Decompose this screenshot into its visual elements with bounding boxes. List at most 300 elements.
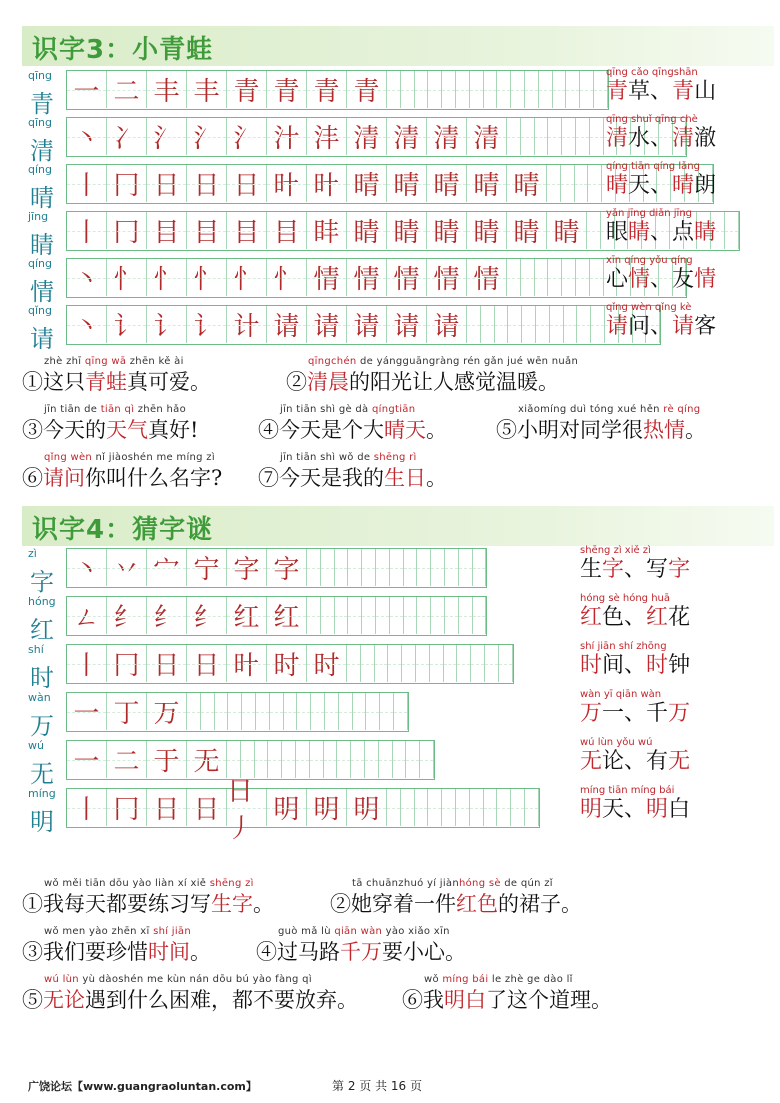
empty-cell[interactable] <box>539 71 553 108</box>
pinyin-highlight: shí jiān <box>153 926 191 937</box>
word-examples <box>580 736 690 775</box>
word-line: 时间、时钟 <box>580 653 691 678</box>
empty-cell[interactable] <box>442 789 456 826</box>
word2-part-a: 点 <box>672 220 695 245</box>
stroke-cell: 丨 <box>67 789 107 826</box>
text-highlight: 明白 <box>444 988 486 1012</box>
word-pinyin-line <box>606 66 716 79</box>
section3-title: 识字3：小青蛙 <box>32 35 214 65</box>
text-pre: ⑥ <box>22 466 43 490</box>
sentence-pinyin <box>496 404 706 417</box>
text-pre: ② <box>286 370 307 394</box>
word1-part-b: 睛 <box>628 220 651 245</box>
stroke-cell: 日 <box>147 165 187 202</box>
text-post: 你叫什么名字? <box>85 466 223 490</box>
model-char: 青 <box>30 90 54 118</box>
word-pinyin-line <box>580 736 690 749</box>
empty-cell[interactable] <box>375 645 389 682</box>
text-post: 。 <box>426 418 447 442</box>
char-row <box>24 161 780 212</box>
empty-cell[interactable] <box>445 597 459 634</box>
empty-cell[interactable] <box>380 693 394 730</box>
empty-cell[interactable] <box>561 165 575 202</box>
word2-part-b: 钟 <box>668 653 691 678</box>
word2-part-b: 字 <box>668 557 691 582</box>
empty-cell[interactable] <box>379 741 393 778</box>
empty-cell[interactable] <box>445 549 459 586</box>
text-highlight: 清晨 <box>307 370 349 394</box>
stroke-cell: 忄 <box>147 259 187 296</box>
stroke-cell: 请 <box>347 306 387 343</box>
stroke-cell: 清 <box>347 118 387 155</box>
word2-part-b: 情 <box>694 267 717 292</box>
empty-cell[interactable] <box>497 789 511 826</box>
model-char: 清 <box>30 137 54 165</box>
empty-cell[interactable] <box>535 118 549 155</box>
stroke-cell: 目 <box>147 212 187 249</box>
pinyin-highlight: qíngtiān <box>371 404 416 415</box>
word2-pinyin: xiě zì <box>624 545 651 556</box>
empty-cell[interactable] <box>456 71 470 108</box>
empty-cell[interactable] <box>430 645 444 682</box>
empty-cell[interactable] <box>497 71 511 108</box>
practice-grid <box>66 258 687 298</box>
empty-cell[interactable] <box>725 212 739 249</box>
empty-cell[interactable] <box>325 693 339 730</box>
word1-part-b: 草 <box>628 79 651 104</box>
word1-part-a: 请 <box>606 314 629 339</box>
pinyin-pre: wǒ men yào zhēn xī <box>44 926 154 937</box>
sentence-pinyin <box>22 356 211 369</box>
empty-cell[interactable] <box>324 741 338 778</box>
stroke-cell: 忄 <box>107 259 147 296</box>
sentence-text <box>258 465 447 491</box>
text-post: 的阳光让人感觉温暖。 <box>349 370 559 394</box>
empty-cell[interactable] <box>444 645 458 682</box>
stroke-cell: 盽 <box>307 212 347 249</box>
empty-cell[interactable] <box>508 306 522 343</box>
stroke-cell: 丰 <box>147 71 187 108</box>
stroke-cell: 睛 <box>427 212 467 249</box>
empty-cell[interactable] <box>473 549 487 586</box>
example-sentence <box>22 452 222 491</box>
text-pre: ①这只 <box>22 370 85 394</box>
stroke-cell: 丨 <box>67 212 107 249</box>
model-char: 明 <box>30 808 54 836</box>
pinyin-post: nǐ jiàoshén me míng zì <box>92 452 215 463</box>
empty-cell[interactable] <box>442 71 456 108</box>
stroke-cell: 于 <box>147 741 187 778</box>
word-pinyin-line <box>606 301 716 314</box>
empty-cell[interactable] <box>282 741 296 778</box>
empty-cell[interactable] <box>553 71 567 108</box>
stroke-cell: 明 <box>307 789 347 826</box>
empty-cell[interactable] <box>307 597 321 634</box>
char-pinyin: qǐng <box>28 304 52 317</box>
stroke-cell: 红 <box>267 597 307 634</box>
empty-cell[interactable] <box>339 693 353 730</box>
stroke-cell: 晴 <box>387 165 427 202</box>
empty-cell[interactable] <box>535 259 549 296</box>
stroke-cell: 纟 <box>147 597 187 634</box>
empty-cell[interactable] <box>548 118 562 155</box>
empty-cell[interactable] <box>335 549 349 586</box>
word1-part-a: 晴 <box>606 173 629 198</box>
word-examples <box>606 113 716 152</box>
pinyin-pre: wǒ měi tiān dōu yào liàn xí xiě <box>44 878 210 889</box>
empty-cell[interactable] <box>431 597 445 634</box>
example-sentence <box>286 356 578 395</box>
word2-pinyin: diǎn jīng <box>649 208 693 219</box>
stroke-cell: 氵 <box>227 118 267 155</box>
empty-cell[interactable] <box>428 789 442 826</box>
word-line: 清水、清澈 <box>606 126 717 151</box>
sentence-pinyin <box>286 356 578 369</box>
stroke-cell: 请 <box>427 306 467 343</box>
word-line: 明天、明白 <box>580 797 691 822</box>
practice-grid <box>66 305 661 345</box>
sentence-pinyin <box>22 452 222 465</box>
empty-cell[interactable] <box>215 693 229 730</box>
pinyin-highlight: rè qíng <box>663 404 701 415</box>
empty-cell[interactable] <box>470 71 484 108</box>
empty-cell[interactable] <box>485 645 499 682</box>
pinyin-pre: tā chuānzhuó yí jiàn <box>352 878 459 889</box>
stroke-cell: 睛 <box>547 212 587 249</box>
empty-cell[interactable] <box>536 306 550 343</box>
text-pre: ④过马路 <box>256 940 340 964</box>
stroke-cell: 汁 <box>267 118 307 155</box>
example-sentence <box>402 974 612 1013</box>
empty-cell[interactable] <box>459 549 473 586</box>
model-char: 情 <box>30 278 54 306</box>
footer-site: 广饶论坛【www.guangraoluntan.com】 <box>28 1080 257 1093</box>
word2-pinyin: hóng huā <box>622 593 670 604</box>
pinyin-highlight: qīng wā <box>84 356 127 367</box>
empty-cell[interactable] <box>499 645 513 682</box>
empty-cell[interactable] <box>575 165 589 202</box>
stroke-cell: 忄 <box>267 259 307 296</box>
empty-cell[interactable] <box>428 71 442 108</box>
empty-cell[interactable] <box>268 741 282 778</box>
empty-cell[interactable] <box>404 549 418 586</box>
char-pinyin: qíng <box>28 163 52 176</box>
empty-cell[interactable] <box>361 645 375 682</box>
word2-pinyin: qǐng kè <box>654 302 692 313</box>
empty-cell[interactable] <box>362 549 376 586</box>
stroke-cell: 万 <box>147 693 187 730</box>
empty-cell[interactable] <box>348 597 362 634</box>
empty-cell[interactable] <box>562 259 576 296</box>
empty-cell[interactable] <box>387 71 401 108</box>
stroke-cell: 日 <box>147 789 187 826</box>
empty-cell[interactable] <box>562 118 576 155</box>
stroke-cell: 丰 <box>187 71 227 108</box>
word1-pinyin: yǎn jīng <box>606 208 646 219</box>
sentence-pinyin <box>22 404 198 417</box>
empty-cell[interactable] <box>467 306 481 343</box>
sentence-text <box>402 987 612 1013</box>
empty-cell[interactable] <box>576 118 590 155</box>
sentence-pinyin <box>402 974 612 987</box>
stroke-cell: 日 <box>147 645 187 682</box>
word-examples <box>606 160 716 199</box>
char-pinyin: qíng <box>28 257 52 270</box>
empty-cell[interactable] <box>387 789 401 826</box>
example-sentence <box>22 926 211 965</box>
empty-cell[interactable] <box>307 549 321 586</box>
empty-cell[interactable] <box>590 118 604 155</box>
char-row <box>24 255 780 306</box>
empty-cell[interactable] <box>590 259 604 296</box>
model-char: 无 <box>30 760 54 788</box>
empty-cell[interactable] <box>228 693 242 730</box>
empty-cell[interactable] <box>404 597 418 634</box>
empty-cell[interactable] <box>284 693 298 730</box>
stroke-cell: 情 <box>467 259 507 296</box>
model-char: 万 <box>30 712 54 740</box>
empty-cell[interactable] <box>416 645 430 682</box>
text-highlight: 热情 <box>643 418 685 442</box>
empty-cell[interactable] <box>296 741 310 778</box>
empty-cell[interactable] <box>481 306 495 343</box>
empty-cell[interactable] <box>547 165 561 202</box>
empty-cell[interactable] <box>401 789 415 826</box>
text-pre: ③我们要珍惜 <box>22 940 148 964</box>
empty-cell[interactable] <box>335 597 349 634</box>
text-post: 真好! <box>148 418 199 442</box>
empty-cell[interactable] <box>390 549 404 586</box>
model-char: 红 <box>30 616 54 644</box>
empty-cell[interactable] <box>511 789 525 826</box>
text-post: 了这个道理。 <box>486 988 612 1012</box>
practice-grid <box>66 548 487 588</box>
word2-part-b: 花 <box>668 605 691 630</box>
empty-cell[interactable] <box>525 789 539 826</box>
word-pinyin-line <box>580 640 690 653</box>
word2-part-a: 时 <box>646 653 669 678</box>
empty-cell[interactable] <box>473 597 487 634</box>
word-pinyin-line <box>580 544 690 557</box>
stroke-cell: 旪 <box>227 645 267 682</box>
stroke-cell: 请 <box>307 306 347 343</box>
empty-cell[interactable] <box>511 71 525 108</box>
example-sentence <box>330 878 582 917</box>
char-row <box>24 689 780 740</box>
model-char: 请 <box>30 325 54 353</box>
stroke-cell: 情 <box>387 259 427 296</box>
text-post: 的裙子。 <box>498 892 582 916</box>
pinyin-highlight: qīngchén <box>308 356 357 367</box>
empty-cell[interactable] <box>321 597 335 634</box>
empty-cell[interactable] <box>415 789 429 826</box>
stroke-cell: 丶 <box>67 118 107 155</box>
empty-cell[interactable] <box>347 645 361 682</box>
text-highlight: 请问 <box>43 466 85 490</box>
empty-cell[interactable] <box>459 597 473 634</box>
empty-cell[interactable] <box>348 549 362 586</box>
empty-cell[interactable] <box>365 741 379 778</box>
empty-cell[interactable] <box>270 693 284 730</box>
text-highlight: 时间 <box>148 940 190 964</box>
sentence-pinyin <box>22 878 274 891</box>
empty-cell[interactable] <box>417 597 431 634</box>
example-sentence <box>22 974 358 1013</box>
stroke-cell: 情 <box>307 259 347 296</box>
char-pinyin: qīng <box>28 69 52 82</box>
word2-pinyin: yǒu qíng <box>649 255 693 266</box>
empty-cell[interactable] <box>406 741 420 778</box>
stroke-cell: 丶 <box>67 259 107 296</box>
empty-cell[interactable] <box>495 306 509 343</box>
empty-cell[interactable] <box>548 259 562 296</box>
empty-cell[interactable] <box>521 118 535 155</box>
word2-part-b: 澈 <box>694 126 717 151</box>
word2-part-b: 白 <box>668 797 691 822</box>
stroke-cell: 睛 <box>347 212 387 249</box>
empty-cell[interactable] <box>431 549 445 586</box>
pinyin-pre: jīn tiān shì gè dà <box>280 404 372 415</box>
sentence-text <box>22 369 211 395</box>
stroke-cell: 目 <box>187 212 227 249</box>
word2-part-b: 山 <box>694 79 717 104</box>
empty-cell[interactable] <box>393 741 407 778</box>
word2-part-b: 无 <box>668 749 691 774</box>
pinyin-highlight: shēng zì <box>209 878 254 889</box>
word1-pinyin: hóng sè <box>580 593 620 604</box>
empty-cell[interactable] <box>522 306 536 343</box>
char-pinyin: wú <box>28 739 44 752</box>
empty-cell[interactable] <box>580 71 594 108</box>
word2-part-a: 清 <box>672 126 695 151</box>
empty-cell[interactable] <box>321 549 335 586</box>
text-highlight: 晴天 <box>384 418 426 442</box>
empty-cell[interactable] <box>415 71 429 108</box>
word-examples <box>606 301 716 340</box>
word1-part-a: 万 <box>580 701 603 726</box>
empty-cell[interactable] <box>507 259 521 296</box>
stroke-cell: 晴 <box>347 165 387 202</box>
char-pinyin: wàn <box>28 691 51 704</box>
empty-cell[interactable] <box>591 306 605 343</box>
empty-cell[interactable] <box>577 306 591 343</box>
empty-cell[interactable] <box>564 306 578 343</box>
empty-cell[interactable] <box>550 306 564 343</box>
text-highlight: 红色 <box>456 892 498 916</box>
empty-cell[interactable] <box>471 645 485 682</box>
char-row <box>24 302 780 353</box>
empty-cell[interactable] <box>507 118 521 155</box>
model-char: 字 <box>30 568 54 596</box>
empty-cell[interactable] <box>376 597 390 634</box>
empty-cell[interactable] <box>402 645 416 682</box>
empty-cell[interactable] <box>417 549 431 586</box>
empty-cell[interactable] <box>187 693 201 730</box>
stroke-cell: 情 <box>347 259 387 296</box>
text-pre: ⑤小明对同学很 <box>496 418 643 442</box>
example-sentence <box>256 926 466 965</box>
word-pinyin-line <box>606 160 716 173</box>
empty-cell[interactable] <box>297 693 311 730</box>
pinyin-post: zhēn hǎo <box>134 404 186 415</box>
word-line: 无论、有无 <box>580 749 691 774</box>
section4-title: 识字4：猜字谜 <box>32 515 214 545</box>
sentence-pinyin <box>22 974 358 987</box>
text-post: 。 <box>190 940 211 964</box>
empty-cell[interactable] <box>201 693 215 730</box>
stroke-cell: 丶 <box>67 306 107 343</box>
practice-grid <box>66 776 540 844</box>
empty-cell[interactable] <box>576 259 590 296</box>
empty-cell[interactable] <box>310 741 324 778</box>
empty-cell[interactable] <box>401 71 415 108</box>
empty-cell[interactable] <box>256 693 270 730</box>
empty-cell[interactable] <box>456 789 470 826</box>
empty-cell[interactable] <box>394 693 408 730</box>
empty-cell[interactable] <box>470 789 484 826</box>
word1-part-a: 清 <box>606 126 629 151</box>
example-sentence <box>496 404 706 443</box>
empty-cell[interactable] <box>420 741 434 778</box>
empty-cell[interactable] <box>566 71 580 108</box>
word-examples <box>580 784 690 823</box>
text-highlight: 青蛙 <box>85 370 127 394</box>
stroke-cell: 晴 <box>507 165 547 202</box>
stroke-cell: 日 <box>187 789 227 826</box>
empty-cell[interactable] <box>390 597 404 634</box>
empty-cell[interactable] <box>388 645 402 682</box>
char-row <box>24 737 780 788</box>
example-sentence <box>22 356 211 395</box>
empty-cell[interactable] <box>457 645 471 682</box>
text-post: 。 <box>253 892 274 916</box>
stroke-cell: 二 <box>107 71 147 108</box>
stroke-cell: 青 <box>347 71 387 108</box>
empty-cell[interactable] <box>588 165 602 202</box>
text-pre: ⑤ <box>22 988 43 1012</box>
word-line: 请问、请客 <box>606 314 717 339</box>
example-sentence <box>22 404 198 443</box>
char-row <box>24 114 780 165</box>
word1-pinyin: míng tiān <box>580 785 628 796</box>
word2-part-a: 青 <box>672 79 695 104</box>
empty-cell[interactable] <box>521 259 535 296</box>
stroke-cell: 情 <box>427 259 467 296</box>
stroke-cell: 沣 <box>307 118 347 155</box>
empty-cell[interactable] <box>525 71 539 108</box>
empty-cell[interactable] <box>311 693 325 730</box>
sentence-text <box>330 891 582 917</box>
empty-cell[interactable] <box>362 597 376 634</box>
word1-part-b: 色 <box>602 605 625 630</box>
empty-cell[interactable] <box>353 693 367 730</box>
word-examples <box>580 544 690 583</box>
stroke-cell: 二 <box>107 741 147 778</box>
empty-cell[interactable] <box>351 741 365 778</box>
word-pinyin-line <box>606 254 716 267</box>
char-pinyin: shí <box>28 643 44 656</box>
empty-cell[interactable] <box>366 693 380 730</box>
word1-part-b: 天 <box>602 797 625 822</box>
empty-cell[interactable] <box>484 71 498 108</box>
empty-cell[interactable] <box>242 693 256 730</box>
empty-cell[interactable] <box>587 212 601 249</box>
sentence-pinyin <box>256 926 466 939</box>
empty-cell[interactable] <box>376 549 390 586</box>
empty-cell[interactable] <box>484 789 498 826</box>
word-line: 万一、千万 <box>580 701 691 726</box>
empty-cell[interactable] <box>337 741 351 778</box>
